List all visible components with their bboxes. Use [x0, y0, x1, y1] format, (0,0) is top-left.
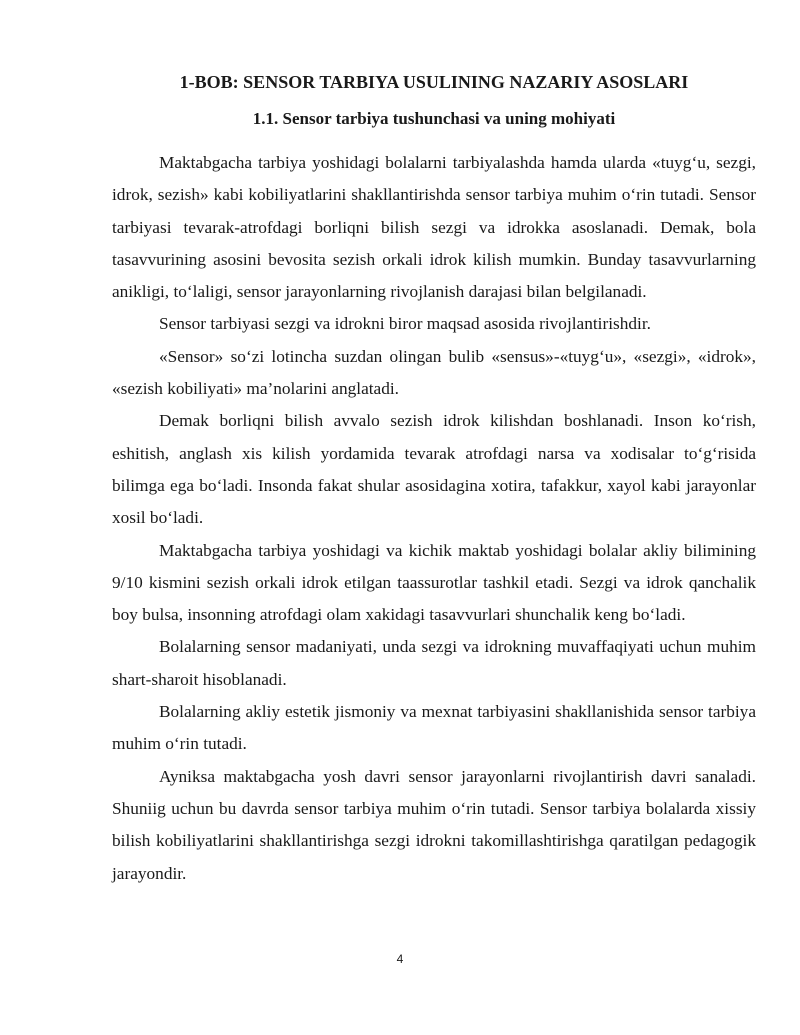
paragraph: Sensor tarbiyasi sezgi va idrokni biror maqsad asosida rivojlantirishdir.	[159, 314, 651, 334]
paragraph: «Sensor» so‘zi lotincha suzdan olingan bulib «sensus»-«tuyg‘u», «sezgi», «idrok», «sezish kobiliyati» ma’nolarini anglatadi.	[112, 346, 756, 399]
page-number: 4	[396, 952, 404, 966]
paragraph: Ayniksa maktabgacha yosh davri sensor jarayonlarni rivojlantirish davri sanaladi. Shuniig uchun bu davrda sensor tarbiya muhim o‘rin tutadi. Sensor tarbiya bolalarda xissiy bilish kobiliyatlarini shakllantirishga sezgi idrokni takomillashtirishga qaratilgan pedagogik jarayondir.	[112, 766, 756, 883]
paragraph: Maktabgacha tarbiya yoshidagi bolalarni tarbiyalashda hamda ularda «tuyg‘u, sezgi, idrok, sezish» kabi kobiliyatlarini shakllantirishda sensor tarbiya muhim o‘rin tutadi. Sensor tarbiyasi tevarak-atrofdagi borliqni bilish sezgi va idrokka asoslanadi. Demak, bola tasavvurining asosini bevosita sezish orkali idrok kilish mumkin. Bunday tasavvurlarning anikligi, to‘laligi, sensor jarayonlarning rivojlanish darajasi bilan belgilanadi.	[112, 153, 756, 302]
paragraph: Bolalarning akliy estetik jismoniy va mexnat tarbiyasini shakllanishida sensor tarbiya muhim o‘rin tutadi.	[112, 702, 756, 754]
paragraph: Demak borliqni bilish avvalo sezish idrok kilishdan boshlanadi. Inson ko‘rish, eshitish, anglash xis kilish yordamida tevarak atrofdagi narsa va xodisalar to‘g‘risida bilimga ega bo‘ladi. Insonda fakat shular asosidagina xotira, tafakkur, xayol kabi jarayonlar xosil bo‘ladi.	[112, 411, 756, 528]
section-title: 1.1. Sensor tarbiya tushunchasi va uning mohiyati	[252, 109, 616, 128]
paragraph: Bolalarning sensor madaniyati, unda sezgi va idrokning muvaffaqiyati uchun muhim shart-sharoit hisoblanadi.	[112, 637, 756, 689]
document-page	[112, 70, 756, 890]
chapter-title: 1-BOB: SENSOR TARBIYA USULINING NAZARIY ASOSLARI	[179, 72, 689, 92]
paragraph: Maktabgacha tarbiya yoshidagi va kichik maktab yoshidagi bolalar akliy bilimining 9/10 kismini sezish orkali idrok etilgan taassurotlar tashkil etadi. Sezgi va idrok qanchalik boy bulsa, insonning atrofdagi olam xakidagi tasavvurlari shunchalik keng bo‘ladi.	[112, 540, 756, 625]
